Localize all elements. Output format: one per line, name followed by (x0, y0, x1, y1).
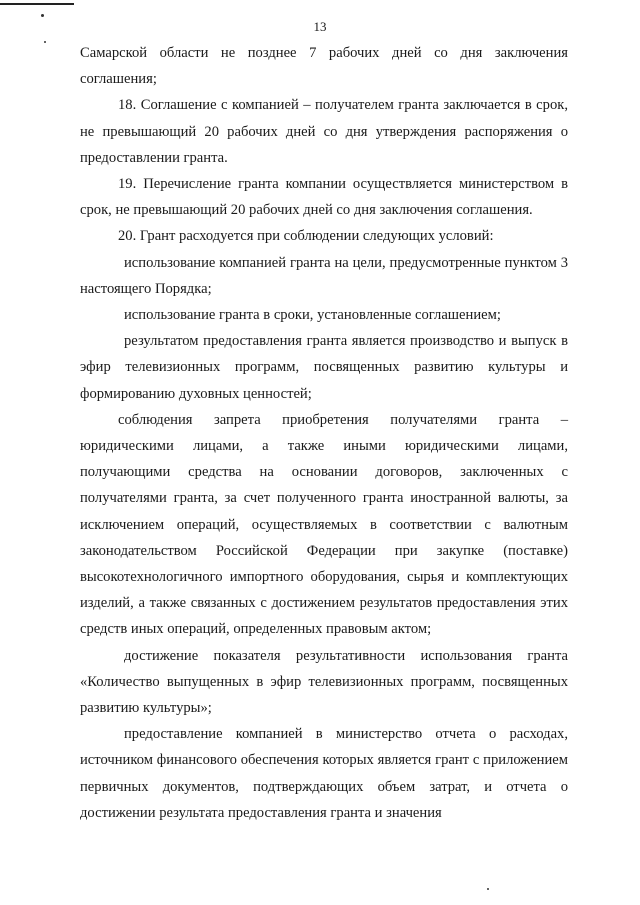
paragraph-18: 18. Соглашение с компанией – получателем гранта заключается в срок, не превышающий 20 рабочих дней со дня утверждения распоряжения о предоставлении гранта. (80, 97, 568, 166)
condition-terms: использование гранта в сроки, установленные соглашением; (124, 307, 501, 324)
condition-report: предоставление компанией в министерство отчета о расходах, источником финансового обеспечения которых является грант с приложением первичных документов, подтверждающих объем затрат, и отчета о достижении результата предоставления гранта и значения (80, 726, 568, 821)
scan-speck (487, 888, 489, 890)
scan-speck (41, 14, 44, 17)
document-body (80, 40, 568, 826)
scan-speck (44, 41, 46, 43)
condition-indicator: достижение показателя результативности использования гранта «Количество выпущенных в эфир телевизионных программ, посвященных развитию культуры»; (80, 647, 568, 717)
condition-result: результатом предоставления гранта является производство и выпуск в эфир телевизионных программ, посвященных развитию культуры и формированию духовных ценностей; (80, 333, 568, 402)
paragraph-19: 19. Перечисление гранта компании осуществляется министерством в срок, не превышающий 20 рабочих дней со дня заключения соглашения. (80, 176, 568, 219)
paragraph-continued: Самарской области не позднее 7 рабочих дней со дня заключения соглашения; (80, 45, 568, 88)
condition-currency-ban: соблюдения запрета приобретения получателями гранта – юридическими лицами, а также иными юридическими лицами, получающими средства на основании договоров, заключенных с получателями гранта, за счет полученного гранта иностранной валюты, за исключением операций, осуществляемых в соответствии с валютным законодательством Российской Федерации при закупке (поставке) высокотехнологичного импортного оборудования, сырья и комплектующих изделий, а также связанных с достижением результатов предоставления этих средств иных операций, определенных правовым актом; (80, 411, 568, 638)
paragraph-20: 20. Грант расходуется при соблюдении следующих условий: (118, 228, 494, 245)
top-scan-rule (0, 3, 74, 5)
condition-purpose: использование компанией гранта на цели, предусмотренные пунктом 3 настоящего Порядка; (80, 254, 568, 297)
page-number: 13 (313, 19, 327, 34)
